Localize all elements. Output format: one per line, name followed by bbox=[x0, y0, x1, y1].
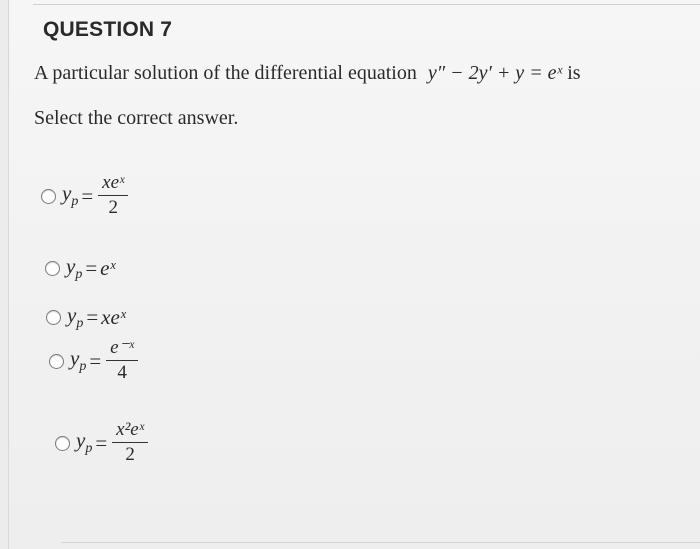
option-1-denominator: 2 bbox=[108, 197, 119, 218]
option-1-numerator: xeˣ bbox=[98, 172, 128, 196]
equals-sign: = bbox=[89, 348, 102, 373]
answer-option-1[interactable] bbox=[41, 172, 128, 220]
bottom-divider bbox=[61, 542, 700, 543]
radio-button[interactable] bbox=[41, 189, 56, 204]
equals-sign: = bbox=[81, 183, 94, 208]
answer-option-3[interactable] bbox=[46, 303, 126, 332]
option-5-math bbox=[76, 419, 148, 467]
option-1-math bbox=[62, 172, 128, 220]
option-2-rhs: eˣ bbox=[100, 256, 116, 281]
option-5-lhs: $y_p$ bbox=[76, 428, 93, 457]
option-3-lhs: $y_p$ bbox=[67, 303, 84, 332]
option-5-denominator: 2 bbox=[125, 444, 135, 465]
option-4-numerator: e⁻ˣ bbox=[106, 337, 138, 361]
radio-button[interactable] bbox=[55, 436, 70, 451]
equals-sign: = bbox=[95, 430, 108, 455]
option-2-lhs: $y_p$ bbox=[66, 254, 83, 283]
radio-button[interactable] bbox=[46, 310, 61, 325]
equals-sign: = bbox=[86, 305, 99, 330]
answer-option-2[interactable] bbox=[45, 254, 115, 283]
option-4-lhs: $y_p$ bbox=[70, 346, 87, 375]
question-title: QUESTION 7 bbox=[43, 18, 173, 41]
answer-option-5[interactable] bbox=[55, 419, 148, 467]
answer-instruction: Select the correct answer. bbox=[34, 107, 239, 129]
equals-sign: = bbox=[85, 256, 98, 281]
answer-option-4[interactable] bbox=[49, 337, 138, 385]
option-3-math bbox=[67, 303, 126, 332]
option-1-fraction bbox=[98, 172, 128, 220]
differential-equation: y″ − 2y′ + y = eˣ bbox=[427, 62, 563, 84]
option-4-math bbox=[70, 337, 138, 385]
option-3-rhs: xeˣ bbox=[101, 305, 126, 330]
top-divider bbox=[33, 4, 700, 5]
option-1-lhs: $y_p$ bbox=[62, 181, 79, 210]
option-5-fraction bbox=[112, 419, 148, 467]
question-prompt bbox=[34, 62, 581, 85]
option-2-math bbox=[66, 254, 115, 283]
question-panel bbox=[8, 0, 700, 549]
option-4-denominator: 4 bbox=[117, 362, 127, 383]
radio-button[interactable] bbox=[45, 261, 60, 276]
radio-button[interactable] bbox=[49, 354, 64, 369]
prompt-text: A particular solution of the differential equation bbox=[34, 62, 417, 84]
option-4-fraction bbox=[106, 337, 138, 385]
option-5-numerator: x²eˣ bbox=[112, 419, 148, 443]
prompt-suffix: is bbox=[567, 62, 581, 84]
